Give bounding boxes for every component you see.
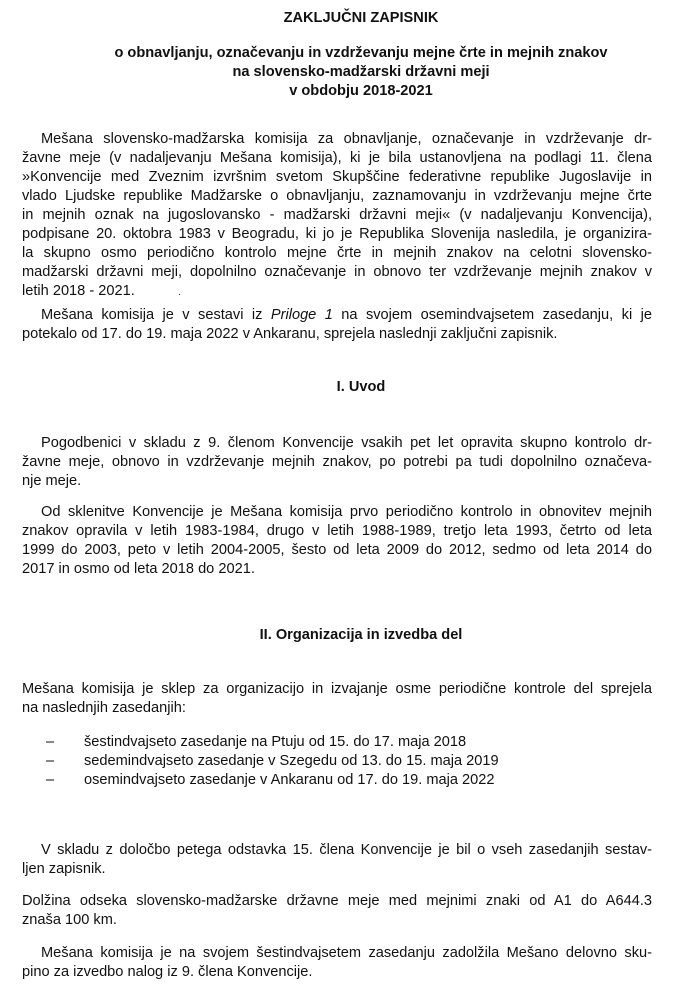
dash-bullet: – — [46, 772, 55, 788]
paragraph-line: la skupno osmo periodično kontrolo mejne črte in mejnih znakov na celotni slovensko- — [22, 245, 652, 261]
dash-bullet: – — [46, 734, 55, 750]
border-length-paragraph — [22, 892, 652, 930]
section1-paragraph2 — [22, 503, 652, 579]
sessions-list — [46, 733, 646, 790]
section-heading-organization: II. Organizacija in izvedba del — [259, 627, 463, 643]
paragraph-line: V skladu z določbo petega odstavka 15. člena Konvencije je bil o vseh zasedanjih sestav- — [41, 842, 652, 858]
annex-reference: Priloge 1 — [270, 307, 333, 323]
line-text: na svojem osemindvajsetem zasedanju, ki je — [332, 307, 652, 323]
list-item-text: sedemindvajseto zasedanje v Szegedu od 13. do 15. maja 2019 — [84, 753, 499, 769]
list-item — [46, 733, 646, 752]
paragraph-line: »Konvencije med Zveznim izvršnim svetom Skupščine federativne republike Jugoslavije in — [22, 169, 652, 185]
list-item-text: osemindvajseto zasedanje v Ankaranu od 17. do 19. maja 2022 — [84, 772, 495, 788]
dash-bullet: – — [46, 753, 55, 769]
paragraph-line: potekalo od 17. do 19. maja 2022 v Ankaranu, sprejela naslednji zaključni zapisnik. — [22, 326, 558, 342]
section-heading-intro: I. Uvod — [336, 379, 386, 395]
line-text: Mešana komisija je v sestavi iz — [41, 307, 271, 323]
subtitle-line: v obdobju 2018-2021 — [289, 83, 433, 99]
paragraph-line: Mešana komisija je na svojem šestindvajsetem zasedanju zadolžila Mešano delovno sku- — [41, 945, 652, 961]
paragraph-line: Mešana slovensko-madžarska komisija za obnavljanje, označevanje in vzdrževanje dr- — [41, 131, 652, 147]
list-item — [46, 771, 646, 790]
subtitle-line: o obnavljanju, označevanju in vzdrževanju mejne črte in mejnih znakov — [114, 45, 608, 61]
paragraph-line: vlado Ljudske republike Madžarske o obnavljanju, zaznamovanju in vzdrževanju mejne črte — [22, 188, 652, 204]
working-group-paragraph — [22, 944, 652, 982]
paragraph-line: žavne meje (v nadaljevanju Mešana komisija), ki je bila ustanovljena na podlagi 11. člena — [22, 150, 652, 166]
paragraph-line: 2017 in osmo od leta 2018 do 2021. — [22, 561, 255, 577]
subtitle-line: na slovensko-madžarski državni meji — [232, 64, 490, 80]
stray-mark: · — [178, 289, 182, 300]
section1-paragraph1 — [22, 434, 652, 491]
paragraph-line: 1999 do 2003, peto v letih 2004-2005, šesto od leta 2009 do 2012, sedmo od leta 2014 do — [22, 542, 652, 558]
paragraph-line: pino za izvedbo nalog iz 9. člena Konvencije. — [22, 964, 313, 980]
list-item — [46, 752, 646, 771]
paragraph-line: žavne meje, obnovo in vzdrževanje mejnih znakov, po potrebi pa tudi dopolnilno označeva- — [22, 454, 652, 470]
paragraph-line: in mejnih oznak na jugoslovansko - madžarski državni meji« (v nadaljevanju Konvencija), — [22, 207, 652, 223]
second-paragraph — [22, 306, 652, 344]
paragraph-line: madžarski državni meji, dopolnilno označevanje in obnovo ter vzdrževanje mejnih znakov v — [22, 264, 652, 280]
paragraph-line: na naslednjih zasedanjih: — [22, 700, 186, 716]
paragraph-line: ljen zapisnik. — [22, 861, 106, 877]
document-title: ZAKLJUČNI ZAPISNIK — [283, 10, 439, 26]
paragraph-line: podpisane 20. oktobra 1983 v Beogradu, ki jo je Republika Slovenija nasledila, je organizira- — [22, 226, 652, 242]
intro-paragraph — [22, 130, 652, 301]
paragraph-line: znakov opravila v letih 1983-1984, drugo v letih 1988-1989, tretjo leta 1993, četrto od leta — [22, 523, 652, 539]
paragraph-line: nje meje. — [22, 473, 82, 489]
paragraph-line: Mešana komisija je sklep za organizacijo in izvajanje osme periodične kontrole del sprejela — [22, 681, 652, 697]
document-subtitle — [70, 44, 652, 101]
paragraph-line — [22, 306, 652, 325]
paragraph-line: letih 2018 - 2021. — [22, 283, 135, 299]
paragraph-line: znaša 100 km. — [22, 912, 117, 928]
paragraph-line: Od sklenitve Konvencije je Mešana komisija prvo periodično kontrolo in obnovitev mejnih — [41, 504, 652, 520]
paragraph-line: Dolžina odseka slovensko-madžarske državne meje med mejnimi znaki od A1 do A644.3 — [22, 893, 652, 909]
minutes-paragraph — [22, 841, 652, 879]
list-item-text: šestindvajseto zasedanje na Ptuju od 15. do 17. maja 2018 — [84, 734, 467, 750]
section2-intro — [22, 680, 652, 718]
paragraph-line: Pogodbenici v skladu z 9. členom Konvencije vsakih pet let opravita skupno kontrolo dr- — [41, 435, 652, 451]
